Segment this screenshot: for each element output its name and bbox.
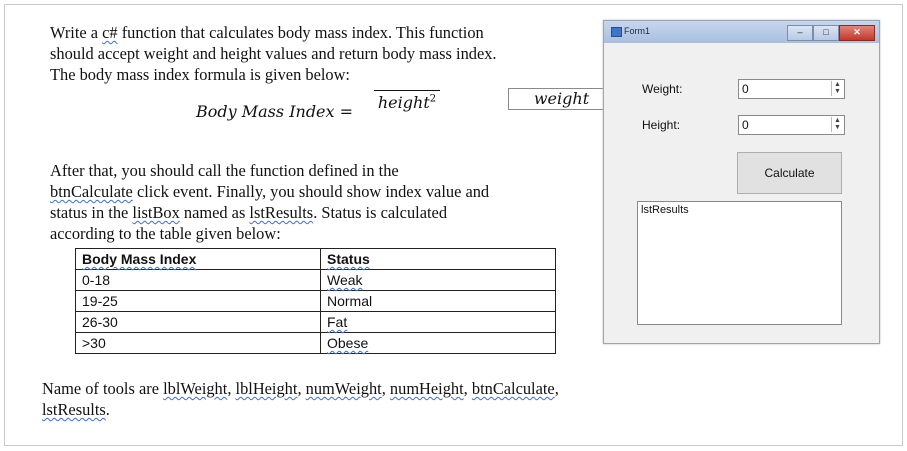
num-weight[interactable] — [738, 79, 845, 99]
text: After that, you should call the function defined in the — [50, 161, 399, 180]
num-height[interactable] — [738, 115, 845, 135]
text: The body mass index formula is given below: — [50, 65, 350, 84]
tool-name: numWeight — [305, 379, 382, 398]
form1-window — [603, 20, 880, 344]
tool-name: numHeight — [389, 379, 464, 398]
table-cell: Fat — [321, 312, 556, 333]
table-cell: 0-18 — [76, 270, 321, 291]
table-row — [76, 291, 556, 312]
form-window-icon — [611, 27, 622, 37]
table-row — [76, 333, 556, 354]
table-row — [76, 312, 556, 333]
fraction-bar — [374, 90, 440, 91]
text: Write a — [50, 23, 103, 42]
instructions-paragraph — [50, 160, 586, 244]
table-header-row — [76, 249, 556, 270]
tool-name: lblWeight — [163, 379, 228, 398]
text: named as — [179, 203, 250, 222]
window-title: Form1 — [624, 26, 651, 36]
table-header-cell: Status — [321, 249, 556, 270]
lbl-height: Height: — [642, 118, 681, 132]
formula-denominator — [374, 93, 440, 112]
minimize-button[interactable]: – — [787, 25, 813, 41]
spinner-arrows-icon[interactable]: ▲ ▼ — [831, 81, 843, 96]
table-cell: >30 — [76, 333, 321, 354]
table-row — [76, 270, 556, 291]
table-cell: Obese — [321, 333, 556, 354]
listbox-placeholder-label: lstResults — [641, 204, 689, 216]
tool-name: lblHeight — [235, 379, 298, 398]
bmi-status-table — [75, 248, 556, 354]
text: click event. Finally, you should show index value and — [132, 182, 490, 201]
close-button[interactable]: ✕ — [839, 25, 875, 41]
formula-numerator: weight — [508, 88, 615, 110]
text: btnCalculate — [50, 182, 133, 201]
table-header-cell: Body Mass Index — [76, 249, 321, 270]
text: function that calculates body mass index. This function — [117, 23, 484, 42]
window-titlebar[interactable] — [604, 21, 879, 43]
intro-paragraph — [50, 22, 586, 85]
tool-name: lstResults — [42, 400, 106, 419]
text: height — [377, 93, 430, 112]
lbl-weight: Weight: — [642, 82, 683, 96]
text: should accept weight and height values and return body mass index. — [50, 44, 497, 63]
text: listBox — [132, 203, 180, 222]
formula-fraction — [374, 88, 590, 112]
table-cell: Weak — [321, 270, 556, 291]
table-cell: 19-25 — [76, 291, 321, 312]
table-cell: Normal — [321, 291, 556, 312]
table-cell: 26-30 — [76, 312, 321, 333]
text: c# — [102, 23, 118, 42]
tools-paragraph: Name of tools are lblWeight, lblHeight, numWeight, numHeight, btnCalculate, lstResults. — [42, 379, 559, 419]
calculate-button[interactable]: Calculate — [737, 152, 842, 194]
text: Name of tools are — [42, 379, 164, 398]
text: lstResults — [249, 203, 314, 222]
num-height-value: 0 — [742, 118, 749, 132]
num-weight-value: 0 — [742, 82, 749, 96]
formula-lhs: Body Mass Index = — [196, 102, 354, 121]
text: according to the table given below: — [50, 224, 281, 243]
text: . Status is calculated — [313, 203, 448, 222]
maximize-button[interactable]: □ — [813, 25, 839, 41]
tool-name: btnCalculate — [471, 379, 555, 398]
lst-results[interactable] — [637, 201, 842, 325]
exponent: 2 — [429, 93, 437, 105]
spinner-arrows-icon[interactable]: ▲ ▼ — [831, 117, 843, 132]
text: status in the — [50, 203, 133, 222]
